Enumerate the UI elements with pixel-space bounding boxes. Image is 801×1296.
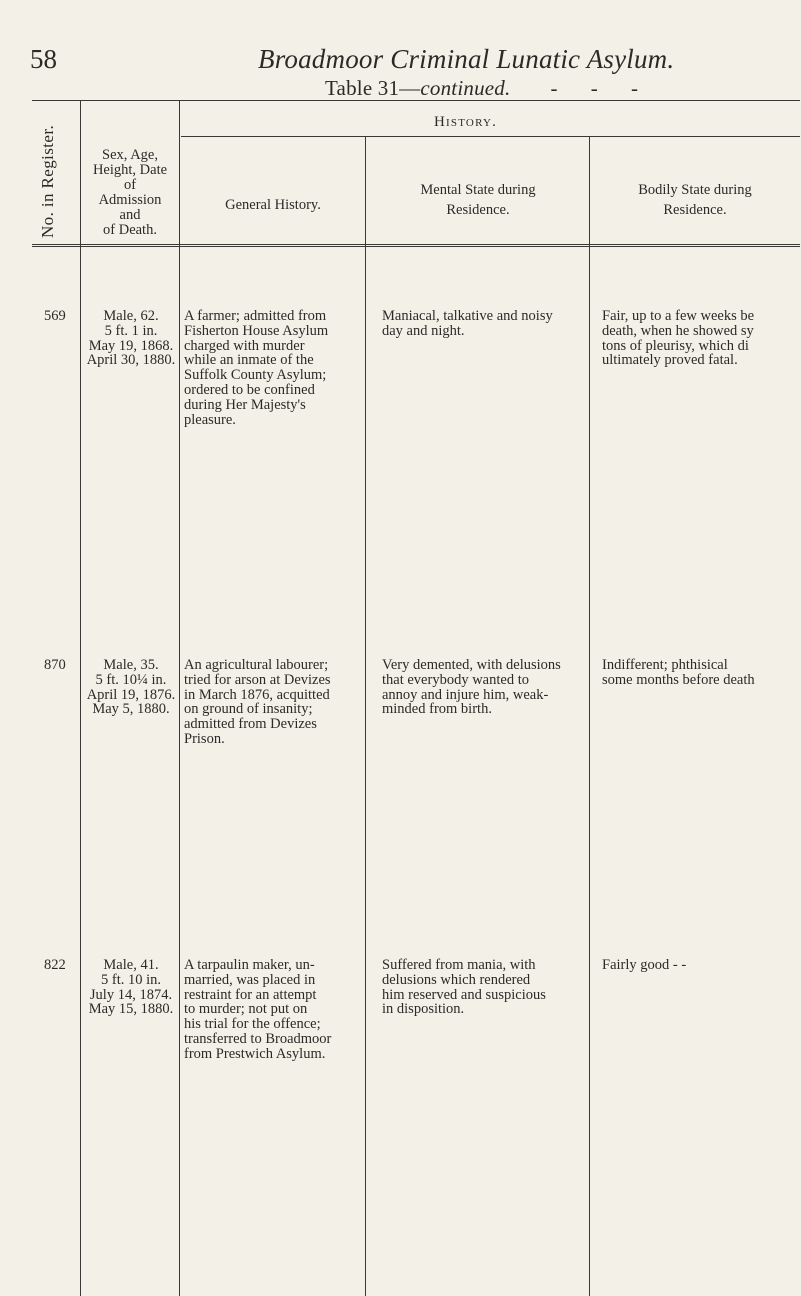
history-header: History. [434,114,498,130]
general-history [184,309,356,427]
cell-line: Very demented, with delusions [382,657,561,673]
cell-line: Prison. [184,730,225,747]
general-history-header: General History. [225,197,321,213]
col-rule-1 [80,100,81,1296]
register-number: 822 [44,957,66,973]
cell-line: annoy and injure him, weak- [382,686,549,703]
table-caption-label: Table 31— [325,76,421,100]
header-line: Residence. [663,202,727,218]
header-line: of Death. [103,222,157,238]
col-rule-4 [589,136,590,1296]
cell-line: pleasure. [184,411,236,428]
cell-line: Maniacal, talkative and noisy [382,308,553,324]
cell-line: his trial for the offence; [184,1016,321,1033]
mental-state [382,958,580,1017]
cell-line: in March 1876, acquitted [184,686,330,703]
header-line: Bodily State during [638,182,752,198]
cell-line: ultimately proved fatal. [602,352,738,369]
patient-details [86,658,176,717]
register-number: 569 [44,308,66,324]
table-caption-continued: continued. [420,76,511,100]
cell-line: transferred to Broadmoor [184,1030,332,1047]
page-number: 58 [30,44,57,74]
table-top-rule [32,100,800,101]
mental-state [382,658,580,717]
patient-details [86,958,176,1017]
cell-line: July 14, 1874. [89,986,173,1003]
bodily-state [602,309,798,368]
header-line: Admission [98,192,162,208]
cell-line: admitted from Devizes [184,716,317,733]
header-line: Residence. [446,202,510,218]
cell-line: during Her Majesty's [184,396,306,413]
cell-line: death, when he showed sy [602,322,754,339]
bodily-state [602,958,798,973]
cell-line: A farmer; admitted from [184,308,327,324]
cell-line: Suffered from mania, with [382,957,536,973]
cell-line: 5 ft. 1 in. [104,322,158,339]
cell-line: Male, 62. [103,308,159,324]
mental-state [382,309,580,339]
col-rule-3 [365,136,366,1296]
history-divider-rule [181,136,800,137]
cell-line: while an inmate of the [184,352,314,369]
patient-details [86,309,176,368]
cell-line: on ground of insanity; [184,701,313,718]
table-caption-dashes: - - - [550,76,652,100]
cell-line: Male, 35. [103,657,159,673]
header-line: and [119,207,141,223]
cell-line: 5 ft. 10¼ in. [95,671,167,688]
mental-state-header [367,180,589,220]
cell-line: that everybody wanted to [382,671,529,688]
table-caption [325,76,652,101]
cell-line: from Prestwich Asylum. [184,1045,326,1062]
header-line: Mental State during [420,182,536,198]
bodily-state [602,658,798,688]
bodily-state-header [591,180,799,220]
cell-line: An agricultural labourer; [184,657,329,673]
cell-line: delusions which rendered [382,971,531,988]
cell-line: tons of pleurisy, which di [602,337,749,354]
cell-line: 5 ft. 10 in. [100,971,161,988]
cell-line: April 30, 1880. [86,352,176,369]
cell-line: charged with murder [184,337,305,354]
running-head: Broadmoor Criminal Lunatic Asylum. [258,44,675,74]
cell-line: May 19, 1868. [88,337,174,354]
cell-line: Fair, up to a few weeks be [602,308,755,324]
cell-line: April 19, 1876. [86,686,176,703]
cell-line: May 15, 1880. [88,1001,174,1018]
register-number-header: No. in Register. [38,124,57,238]
cell-line: some months before death [602,671,755,688]
col-rule-2 [179,100,180,1296]
cell-line: day and night. [382,322,465,339]
header-line: of [123,177,137,193]
cell-line: him reserved and suspicious [382,986,546,1003]
cell-line: Male, 41. [103,957,159,973]
header-line: Height, Date [92,162,168,178]
cell-line: Suffolk County Asylum; [184,367,327,384]
general-history [184,958,356,1062]
register-number: 870 [44,657,66,673]
cell-line: Indifferent; phthisical [602,657,728,673]
header-bottom-rule [32,244,800,245]
cell-line: tried for arson at Devizes [184,671,331,688]
cell-line: married, was placed in [184,971,316,988]
cell-line: ordered to be confined [184,381,315,398]
cell-line: in disposition. [382,1001,465,1018]
header-line: Sex, Age, [102,147,158,163]
cell-line: to murder; not put on [184,1001,308,1018]
cell-line: A tarpaulin maker, un- [184,957,315,973]
cell-line: Fairly good - - [602,957,687,973]
header-bottom-rule-2 [32,246,800,247]
cell-line: minded from birth. [382,701,492,718]
patient-details-header [82,148,178,238]
cell-line: May 5, 1880. [92,701,170,718]
cell-line: Fisherton House Asylum [184,322,329,339]
cell-line: restraint for an attempt [184,986,317,1003]
general-history [184,658,356,747]
